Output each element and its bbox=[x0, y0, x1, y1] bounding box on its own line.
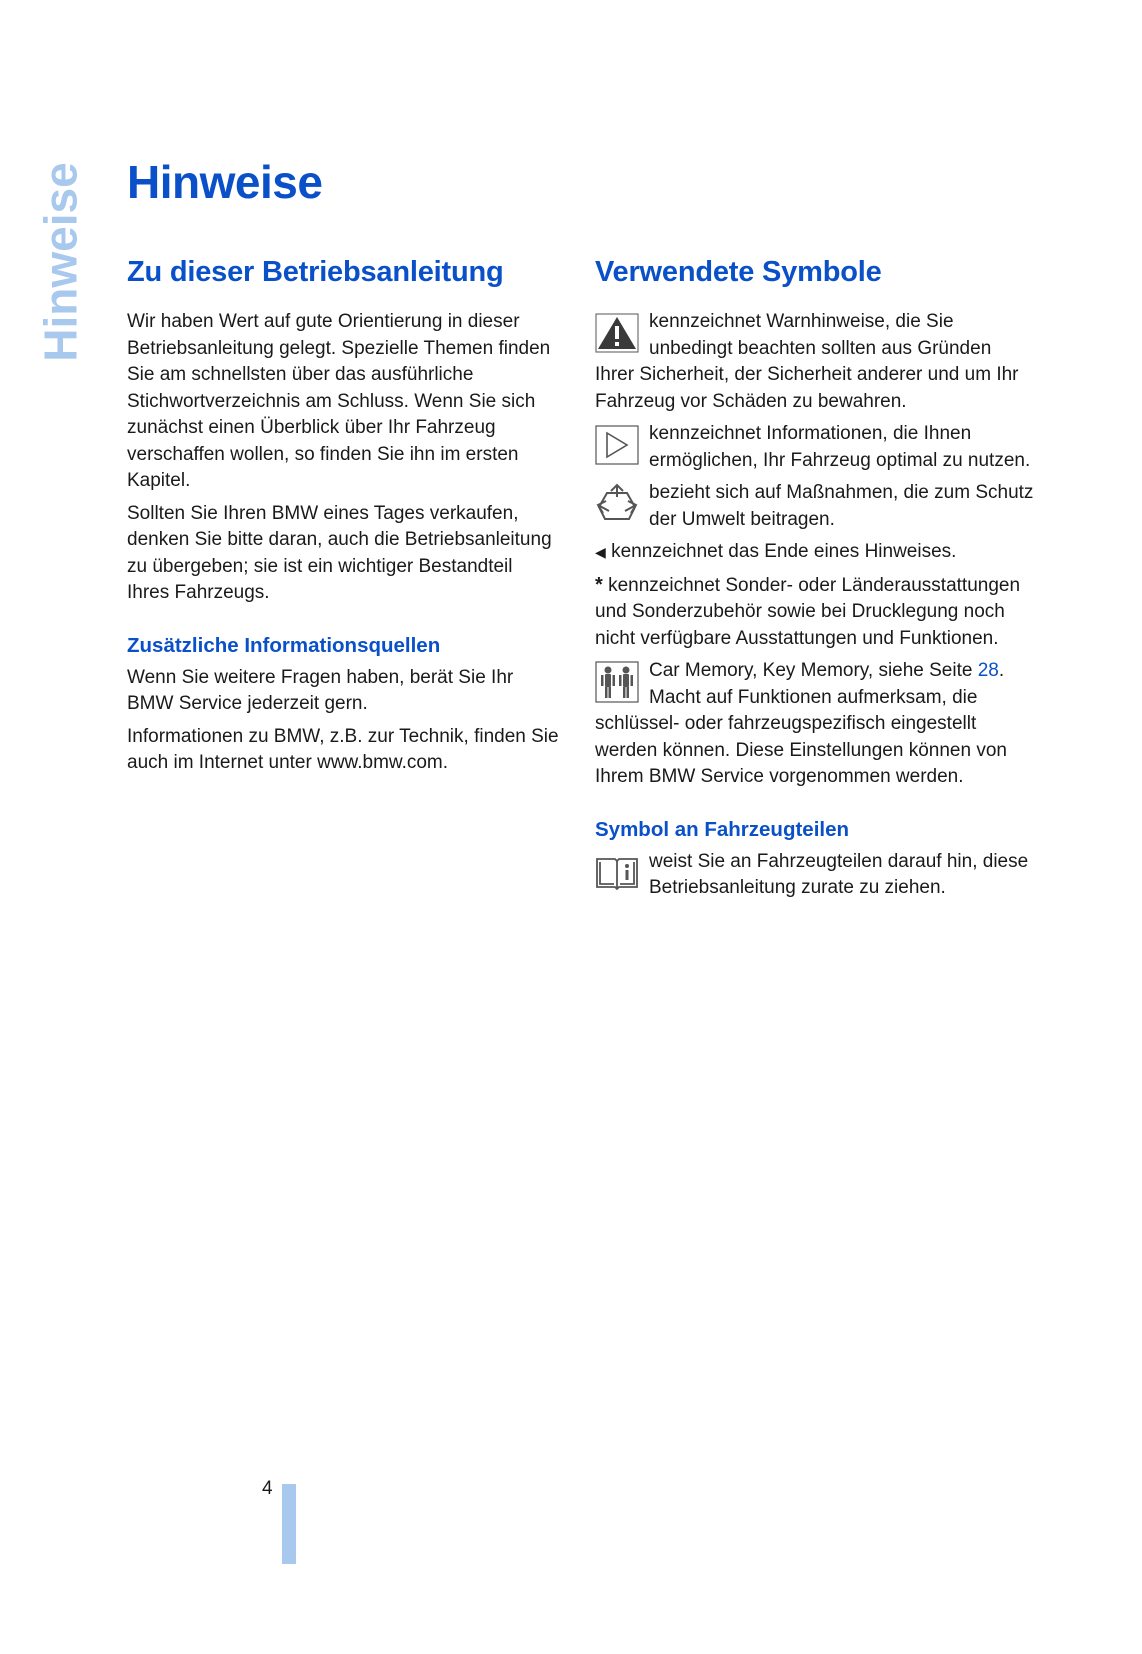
symbol-extra bbox=[595, 572, 1035, 653]
symbol-text: bezieht sich auf Maßnahmen, die zum Schutz der Umwelt beitragen. bbox=[649, 482, 1034, 530]
symbol-text: kennzeichnet das Ende eines Hinweises. bbox=[611, 541, 957, 562]
memory-text-before: Car Memory, Key Memory, siehe Seite bbox=[649, 660, 978, 681]
page-reference-link[interactable]: 28 bbox=[977, 660, 999, 681]
paragraph: Wenn Sie weitere Fragen haben, berät Sie Ihr BMW Service jederzeit gern. bbox=[127, 666, 514, 714]
side-tab bbox=[36, 162, 86, 362]
side-tab-label: Hinweise bbox=[35, 162, 88, 362]
symbol-text bbox=[595, 658, 1035, 791]
paragraph: Informationen zu BMW, z.B. zur Technik, finden Sie auch im Internet unter www.bmw.com. bbox=[127, 725, 559, 773]
subheading-vehicle-symbol: Symbol an Fahrzeugteilen bbox=[595, 817, 850, 841]
page-title: Hinweise bbox=[127, 156, 323, 208]
right-column bbox=[595, 255, 1035, 908]
symbol-environment bbox=[595, 480, 1035, 533]
symbol-memory bbox=[595, 658, 1035, 791]
section-heading-manual: Zu dieser Betriebsanleitung bbox=[127, 256, 504, 288]
section-heading-symbols: Verwendete Symbole bbox=[595, 256, 882, 288]
warning-triangle-icon bbox=[595, 312, 639, 354]
page-marker-bar bbox=[282, 1484, 296, 1564]
symbol-warning bbox=[595, 309, 1035, 415]
persons-memory-icon bbox=[595, 661, 639, 703]
symbol-end bbox=[595, 539, 1035, 566]
subheading-info-sources: Zusätzliche Informationsquellen bbox=[127, 633, 441, 657]
page-number: 4 bbox=[262, 1478, 273, 1499]
play-arrow-icon bbox=[595, 424, 639, 466]
symbol-text: kennzeichnet Informationen, die Ihnen ermöglichen, Ihr Fahrzeug optimal zu nutzen. bbox=[649, 423, 1031, 471]
symbol-info bbox=[595, 421, 1035, 474]
symbol-text: weist Sie an Fahrzeugteilen darauf hin, diese Betriebsanleitung zurate zu ziehen. bbox=[649, 850, 1029, 898]
end-marker-icon: ◀ bbox=[595, 544, 606, 560]
book-info-icon bbox=[595, 852, 639, 894]
paragraph: Wir haben Wert auf gute Orientierung in dieser Betriebsanleitung gelegt. Spezielle Themen finden Sie am schnellsten über das ausführliche Stichwortverzeichnis am Schluss. Wenn Sie sich zunächst einen Überblick über Ihr Fahrzeug verschaffen wollen, so finden Sie ihn im ersten Kapitel. bbox=[127, 311, 551, 491]
left-column bbox=[127, 255, 559, 783]
memory-text-after: . Macht auf Funktionen aufmerksam, die schlüssel- oder fahrzeugspezifisch eingestellt werden können. Diese Einstellungen können von Ihrem BMW Service vorgenommen werden. bbox=[595, 660, 1007, 787]
symbol-text: kennzeichnet Sonder- oder Länderausstattungen und Sonderzubehör sowie bei Drucklegung noch nicht verfügbare Ausstattungen und Funktionen. bbox=[595, 574, 1021, 649]
star-marker: * bbox=[595, 573, 603, 596]
recycle-icon bbox=[595, 483, 639, 525]
symbol-vehicle-parts bbox=[595, 849, 1035, 902]
symbol-text: kennzeichnet Warnhinweise, die Sie unbedingt beachten sollten aus Gründen Ihrer Sicherheit, der Sicherheit anderer und um Ihr Fahrzeug vor Schäden zu bewahren. bbox=[595, 311, 1019, 412]
paragraph: Sollten Sie Ihren BMW eines Tages verkaufen, denken Sie bitte daran, auch die Betriebsanleitung zu übergeben; sie ist ein wichtiger Bestandteil Ihres Fahrzeugs. bbox=[127, 502, 552, 603]
